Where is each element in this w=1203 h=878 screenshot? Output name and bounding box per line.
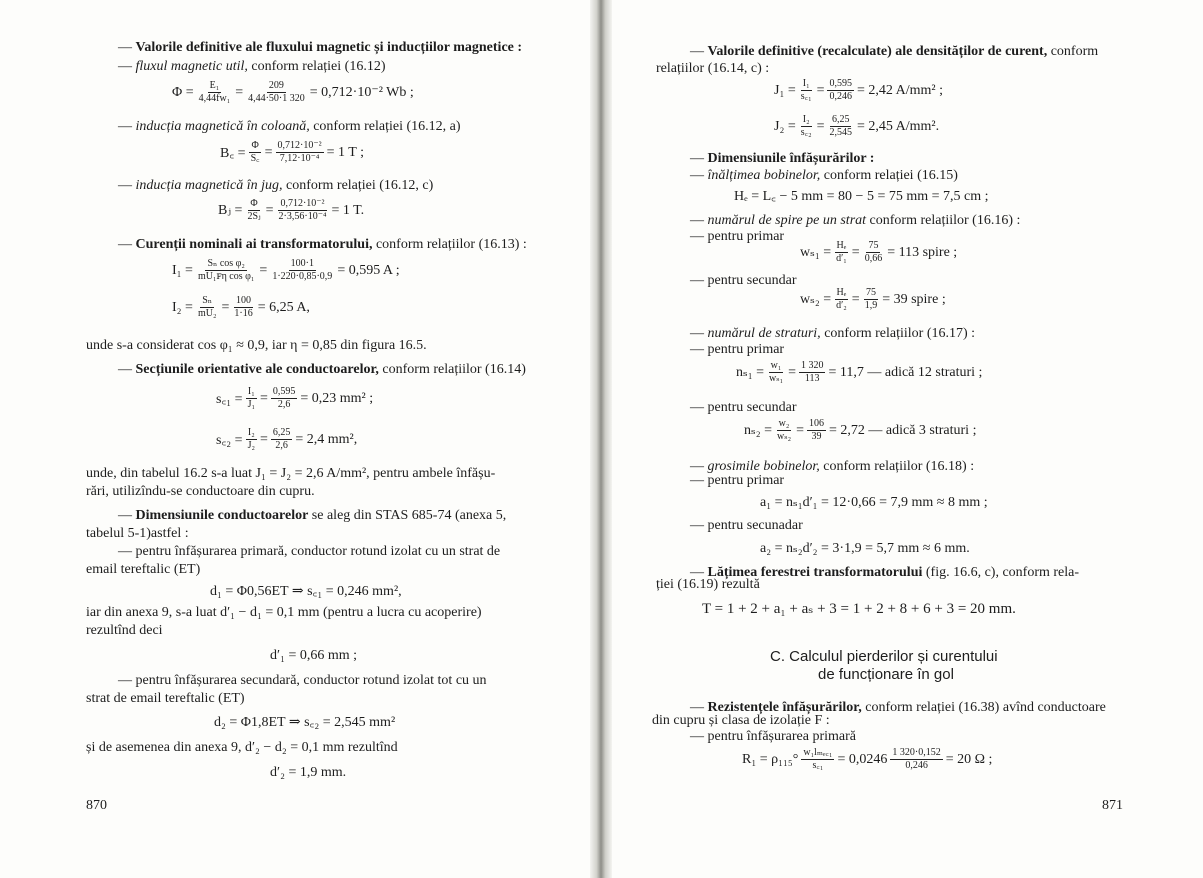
equation-hb: Hₑ = L꜀ − 5 mm = 80 − 5 = 75 mm = 7,5 cm ; <box>734 189 989 204</box>
text-line: tabelul 5-1)astfel : <box>86 526 189 541</box>
text-line: relațiilor (16.14, c) : <box>656 61 770 76</box>
equation-bc: B꜀ = $\frac{\Phi}{S꜀}$ = $\frac{\text{0,712·10⁻²}}{\text{7,12·10⁻⁴}}$ = 1 T ; <box>220 140 364 164</box>
equation-d2: d₂ = Φ1,8ET ⇒ s꜀₂ = 2,545 mm² <box>214 715 396 730</box>
equation-ns1: nₛ₁ = $\frac{\text{w₁}}{\text{wₛ₁}}$ = $\frac{1 320}{113}$ = 11,7 — adică 12 straturi ; <box>736 360 983 384</box>
text-line: — pentru secundar <box>690 273 797 288</box>
rezistente-heading: — Rezistențele înfășurărilor, conform relației (16.38) avînd conductoare <box>690 700 1106 715</box>
page-number: 871 <box>1102 798 1123 813</box>
equation-bj: Bⱼ = $\frac{\Phi}{\text{2Sⱼ}}$ = $\frac{\text{0,712·10⁻²}}{\text{2·3,56·10⁻⁴}}$ = 1 T. <box>218 198 365 222</box>
equation-sc2: s꜀₂ = $\frac{\text{I₂}}{\text{J₂}}$ = $\frac{6,25}{2,6}$ = 2,4 mm², <box>216 427 358 451</box>
text-line: rări, utilizîndu-se conductoare din cupru. <box>86 484 315 499</box>
text-line: — pentru primar <box>690 342 785 357</box>
section-heading: de funcționare în gol <box>818 666 954 683</box>
equation-flux: Φ = $\frac{\text{E₁}}{\text{4,44fw₁}}$ = $\frac{209}{4,44\cdot 50\cdot 1 320}$ = 0,712·10⁻² Wb ; <box>172 80 414 104</box>
text-line: — pentru primar <box>690 229 785 244</box>
numarul-straturi-line: — numărul de straturi, conform relațiilor (16.17) : <box>690 326 976 341</box>
equation-ws2: wₛ₂ = $\frac{\text{Hₑ}}{\text{d′₂}}$ = $\frac{75}{1,9}$ = 39 spire ; <box>800 287 946 311</box>
text-line: — pentru secundar <box>690 400 797 415</box>
text-line: din cupru și clasa de izolație F : <box>652 713 830 728</box>
densitati-heading: — Valorile definitive (recalculate) ale densităților de curent, conform <box>690 44 1099 59</box>
equation-i1: I₁ = $\frac{\text{Sₙ cos φ₂}}{\text{mU₁ꜰη cos φ₁}}$ = $\frac{100\cdot 1}{1\cdot 220\cdot 0,85\cdot 0,9}$ = 0,595 A ; <box>172 258 400 282</box>
equation-ws1: wₛ₁ = $\frac{\text{Hₑ}}{\text{d′₁}}$ = $\frac{75}{0,66}$ = 113 spire ; <box>800 240 958 264</box>
equation-j2: J₂ = $\frac{\text{I₂}}{\text{s꜀₂}}$ = $\frac{6,25}{2,545}$ = 2,45 A/mm². <box>774 114 940 138</box>
inductie-jug-line: — inducția magnetică în jug, conform relației (16.12, c) <box>118 178 434 193</box>
left-page <box>0 0 596 878</box>
text-line: rezultînd deci <box>86 623 163 638</box>
equation-ns2: nₛ₂ = $\frac{\text{w₂}}{\text{wₛ₂}}$ = $\frac{106}{39}$ = 2,72 — adică 3 straturi ; <box>744 418 977 442</box>
text-line: — pentru înfășurarea primară, conductor rotund izolat cu un strat de <box>118 544 501 559</box>
equation-d1-prime: d′₁ = 0,66 mm ; <box>270 648 358 663</box>
text-line: strat de email tereftalic (ET) <box>86 691 245 706</box>
section-heading: C. Calculul pierderilor și curentului <box>770 648 998 665</box>
text-line: — pentru înfășurarea primară <box>690 729 856 744</box>
dimensiuni-infasurari-heading: — Dimensiunile înfășurărilor : <box>690 151 875 166</box>
flux-util-line: — fluxul magnetic util, conform relației (16.12) <box>118 59 386 74</box>
text-line: ției (16.19) rezultă <box>656 577 760 592</box>
equation-j1: J₁ = $\frac{\text{I₁}}{\text{s꜀₁}}$ = $\frac{0,595}{0,246}$ = 2,42 A/mm² ; <box>774 78 943 102</box>
equation-d2-prime: d′₂ = 1,9 mm. <box>270 765 347 780</box>
dimensiuni-conductoare-heading: — Dimensiunile conductoarelor se aleg din STAS 685-74 (anexa 5, <box>118 508 507 523</box>
right-page <box>604 0 1203 878</box>
equation-t: T = 1 + 2 + a₁ + aₛ + 3 = 1 + 2 + 8 + 6 + 3 = 20 mm. <box>702 601 1016 617</box>
equation-d1: d₁ = Φ0,56ET ⇒ s꜀₁ = 0,246 mm², <box>210 584 402 599</box>
text-line: email tereftalic (ET) <box>86 562 201 577</box>
text-line: unde, din tabelul 16.2 s-a luat J₁ = J₂ = 2,6 A/mm², pentru ambele înfășu- <box>86 466 496 481</box>
text-line: iar din anexa 9, s-a luat d′₁ − d₁ = 0,1 mm (pentru a lucra cu acoperire) <box>86 605 482 620</box>
equation-i2: I₂ = $\frac{\text{Sₙ}}{\text{mU₂}}$ = $\frac{100}{1\cdot 16}$ = 6,25 A, <box>172 295 310 319</box>
flux-heading: — Valorile definitive ale fluxului magnetic și inducțiilor magnetice : <box>118 40 523 55</box>
equation-a2: a₂ = nₛ₂d′₂ = 3·1,9 = 5,7 mm ≈ 6 mm. <box>760 541 970 556</box>
equation-r1: R₁ = ρ₁₁₅° w₁lₘₑ꜀₁ s꜀₁ = 0,0246 $\frac{1 320\cdot 0,152}{0,246}$ = 20 Ω ; <box>742 747 993 771</box>
equation-sc1: s꜀₁ = $\frac{\text{I₁}}{\text{J₁}}$ = $\frac{0,595}{2,6}$ = 0,23 mm² ; <box>216 386 374 410</box>
sectiuni-heading: — Secțiunile orientative ale conductoarelor, conform relațiilor (16.14) <box>118 362 526 377</box>
text-line: — pentru secunadar <box>690 518 803 533</box>
text-line: — pentru primar <box>690 473 785 488</box>
latimea-heading: — Lățimea ferestrei transformatorului (fig. 16.6, c), conform rela- <box>690 565 1080 580</box>
inaltimea-line: — înălțimea bobinelor, conform relației (16.15) <box>690 168 958 183</box>
equation-a1: a₁ = nₛ₁d′₁ = 12·0,66 = 7,9 mm ≈ 8 mm ; <box>760 495 988 510</box>
grosimile-line: — grosimile bobinelor, conform relațiilor (16.18) : <box>690 459 975 474</box>
page-number: 870 <box>86 798 107 813</box>
text-line: — pentru înfășurarea secundară, conductor rotund izolat tot cu un <box>118 673 487 688</box>
numarul-spire-line: — numărul de spire pe un strat conform relațiilor (16.16) : <box>690 213 1021 228</box>
inductie-coloana-line: — inducția magnetică în coloană, conform relației (16.12, a) <box>118 119 461 134</box>
text-line: unde s-a considerat cos φ₁ ≈ 0,9, iar η = 0,85 din figura 16.5. <box>86 338 427 353</box>
text-line: și de asemenea din anexa 9, d′₂ − d₂ = 0,1 mm rezultînd <box>86 740 398 755</box>
curenti-heading: — Curenții nominali ai transformatorului, conform relațiilor (16.13) : <box>118 237 527 252</box>
